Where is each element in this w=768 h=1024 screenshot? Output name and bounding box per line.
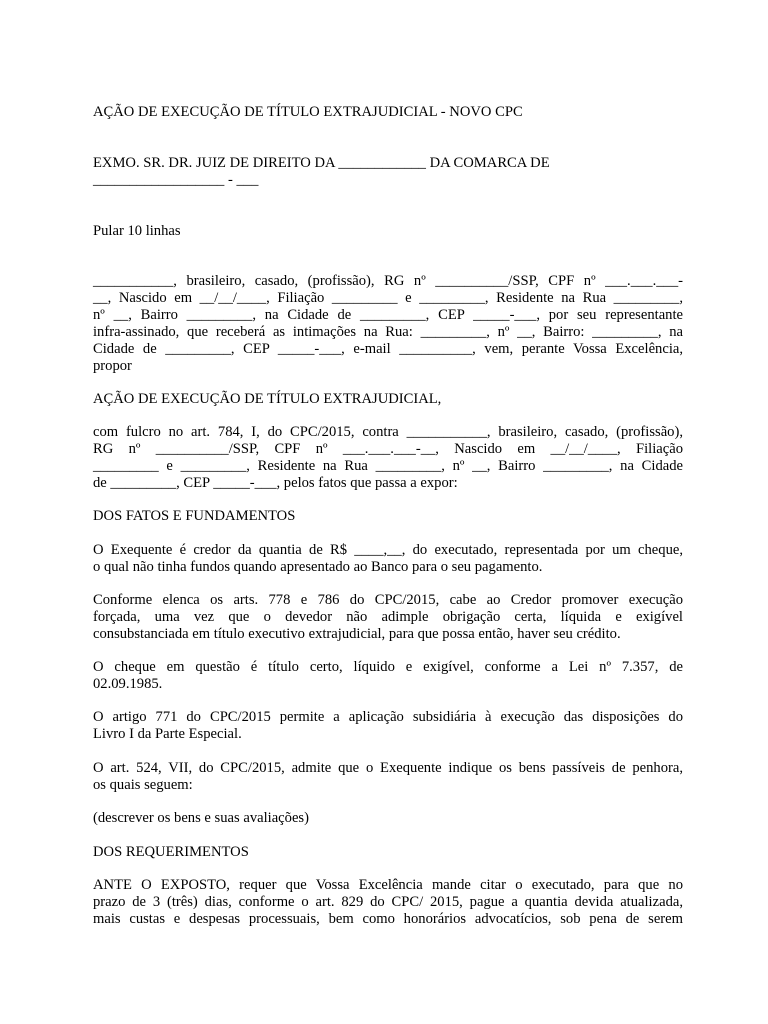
goods-note: (descrever os bens e suas avaliações) bbox=[93, 810, 309, 826]
skip-lines-note: Pular 10 linhas bbox=[93, 223, 181, 239]
paragraph-seizure: O art. 524, VII, do CPC/2015, admite que o Exequente indique os bens passíveis de penhora, os quais seguem: bbox=[93, 760, 683, 793]
defendant-qualification: com fulcro no art. 784, I, do CPC/2015, contra ___________, brasileiro, casado, (profissão), RG nº __________/SSP, CPF nº ___.___.___-__, Nascido em __/__/____, Filiação _________ e _________, Residente na Rua _________, nº __, Bairro _________, na Cidade de _________, CEP _____-___, pelos fatos que passa a expor: bbox=[93, 424, 683, 491]
document-title: AÇÃO DE EXECUÇÃO DE TÍTULO EXTRAJUDICIAL - NOVO CPC bbox=[93, 104, 523, 120]
requests-heading: DOS REQUERIMENTOS bbox=[93, 844, 249, 860]
facts-heading: DOS FATOS E FUNDAMENTOS bbox=[93, 508, 296, 524]
paragraph-forced-execution: Conforme elenca os arts. 778 e 786 do CPC/2015, cabe ao Credor promover execução forçada, uma vez que o devedor não adimple obrigação certa, líquida e exigível consubstanciada em título executivo extrajudicial, para que possa então, haver seu crédito. bbox=[93, 592, 683, 642]
court-address: EXMO. SR. DR. JUIZ DE DIREITO DA ____________ DA COMARCA DE __________________ - ___ bbox=[93, 155, 550, 188]
paragraph-credit: O Exequente é credor da quantia de R$ ____,__, do executado, representada por um cheque, o qual não tinha fundos quando apresentado ao Banco para o seu pagamento. bbox=[93, 542, 683, 575]
paragraph-subsidiary: O artigo 771 do CPC/2015 permite a aplicação subsidiária à execução das disposições do Livro I da Parte Especial. bbox=[93, 709, 683, 742]
paragraph-cheque: O cheque em questão é título certo, líquido e exigível, conforme a Lei nº 7.357, de 02.09.1985. bbox=[93, 659, 683, 692]
plaintiff-qualification: ___________, brasileiro, casado, (profissão), RG nº __________/SSP, CPF nº ___.___.___- __, Nascido em __/__/____, Filiação _________ e _________, Residente na Rua _________, nº __, Bairro _________, na Cidade de _________, CEP _____-___, por seu representante infra-assinado, que receberá as intimações na Rua: _________, nº __, Bairro: _________, na Cidade de _________, CEP _____-___, e-mail __________, vem, perante Vossa Excelência, propor bbox=[93, 273, 683, 374]
paragraph-requests: ANTE O EXPOSTO, requer que Vossa Excelência mande citar o executado, para que no prazo de 3 (três) dias, conforme o art. 829 do CPC/ 2015, pague a quantia devida atualizada, mais custas e despesas processuais, bem como honorários advocatícios, sob pena de serem bbox=[93, 877, 683, 927]
action-title: AÇÃO DE EXECUÇÃO DE TÍTULO EXTRAJUDICIAL, bbox=[93, 391, 442, 407]
